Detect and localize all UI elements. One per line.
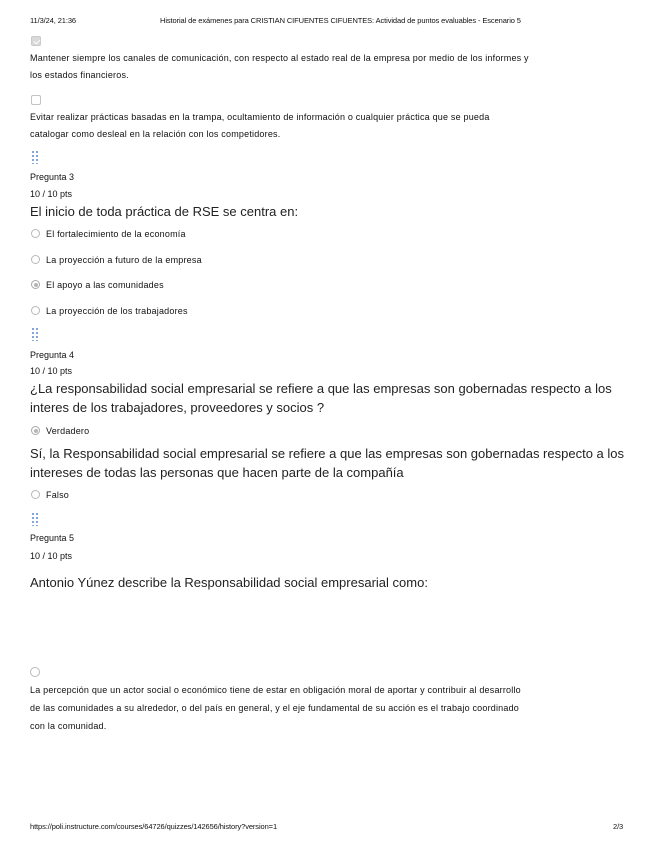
print-page-title: Historial de exámenes para CRISTIAN CIFUENTES CIFUENTES: Actividad de puntos evaluables - Escenario 5	[160, 16, 521, 25]
question-line: interes de los trabajadores, proveedores y socios ?	[30, 400, 325, 415]
question-text	[30, 379, 612, 417]
answer-option-text: La proyección a futuro de la empresa	[46, 255, 202, 265]
answer-feedback	[30, 444, 624, 482]
print-datetime: 11/3/24, 21:36	[30, 16, 77, 25]
print-url: https://poli.instructure.com/courses/64726/quizzes/142656/history?version=1	[30, 822, 278, 831]
answer-option-text	[30, 681, 521, 735]
question-score: 10 / 10 pts	[30, 551, 73, 561]
question-score: 10 / 10 pts	[30, 366, 73, 376]
answer-option-text: La proyección de los trabajadores	[46, 306, 188, 316]
question-text: El inicio de toda práctica de RSE se centra en:	[30, 204, 299, 219]
option-radio[interactable]	[30, 667, 40, 677]
option-radio[interactable]	[31, 255, 40, 264]
answer-line: Mantener siempre los canales de comunicación, con respecto al estado real de la empresa por medio de los informes y	[30, 53, 529, 63]
question-number: Pregunta 3	[30, 172, 75, 182]
option-radio-selected[interactable]	[31, 280, 40, 289]
option-checkbox-checked[interactable]	[31, 36, 41, 46]
answer-option-text: Verdadero	[46, 426, 90, 436]
answer-option-text	[30, 50, 529, 84]
answer-option-text: El apoyo a las comunidades	[46, 280, 164, 290]
answer-line: con la comunidad.	[30, 721, 107, 731]
answer-option-text	[30, 109, 490, 143]
answer-line: los estados financieros.	[30, 70, 129, 80]
drag-handle-icon	[32, 328, 40, 341]
question-score: 10 / 10 pts	[30, 189, 73, 199]
question-number: Pregunta 4	[30, 350, 75, 360]
question-text: Antonio Yúnez describe la Responsabilidad social empresarial como:	[30, 575, 428, 590]
answer-line: La percepción que un actor social o económico tiene de estar en obligación moral de aportar y contribuir al desarrollo	[30, 685, 521, 695]
option-radio[interactable]	[31, 490, 40, 499]
feedback-line: intereses de todas las personas que hacen parte de la compañía	[30, 465, 404, 480]
answer-option-text: Falso	[46, 490, 70, 500]
answer-line: Evitar realizar prácticas basadas en la trampa, ocultamiento de información o cualquier práctica que se pueda	[30, 112, 490, 122]
option-radio-selected[interactable]	[31, 426, 40, 435]
page-number: 2/3	[613, 822, 624, 831]
feedback-line: Sí, la Responsabilidad social empresarial se refiere a que las empresas son gobernadas respecto a los	[30, 446, 624, 461]
answer-line: de las comunidades a su alrededor, o del país en general, y el eje fundamental de su acción es el trabajo coordinado	[30, 703, 520, 713]
answer-option-text: El fortalecimiento de la economía	[46, 229, 186, 239]
question-line: ¿La responsabilidad social empresarial se refiere a que las empresas son gobernadas respecto a los	[30, 381, 612, 396]
option-radio[interactable]	[31, 229, 40, 238]
drag-handle-icon	[32, 151, 40, 164]
answer-line: catalogar como desleal en la relación con los competidores.	[30, 129, 281, 139]
question-number: Pregunta 5	[30, 533, 75, 543]
option-radio[interactable]	[31, 306, 40, 315]
option-checkbox[interactable]	[31, 95, 41, 105]
drag-handle-icon	[32, 513, 40, 526]
